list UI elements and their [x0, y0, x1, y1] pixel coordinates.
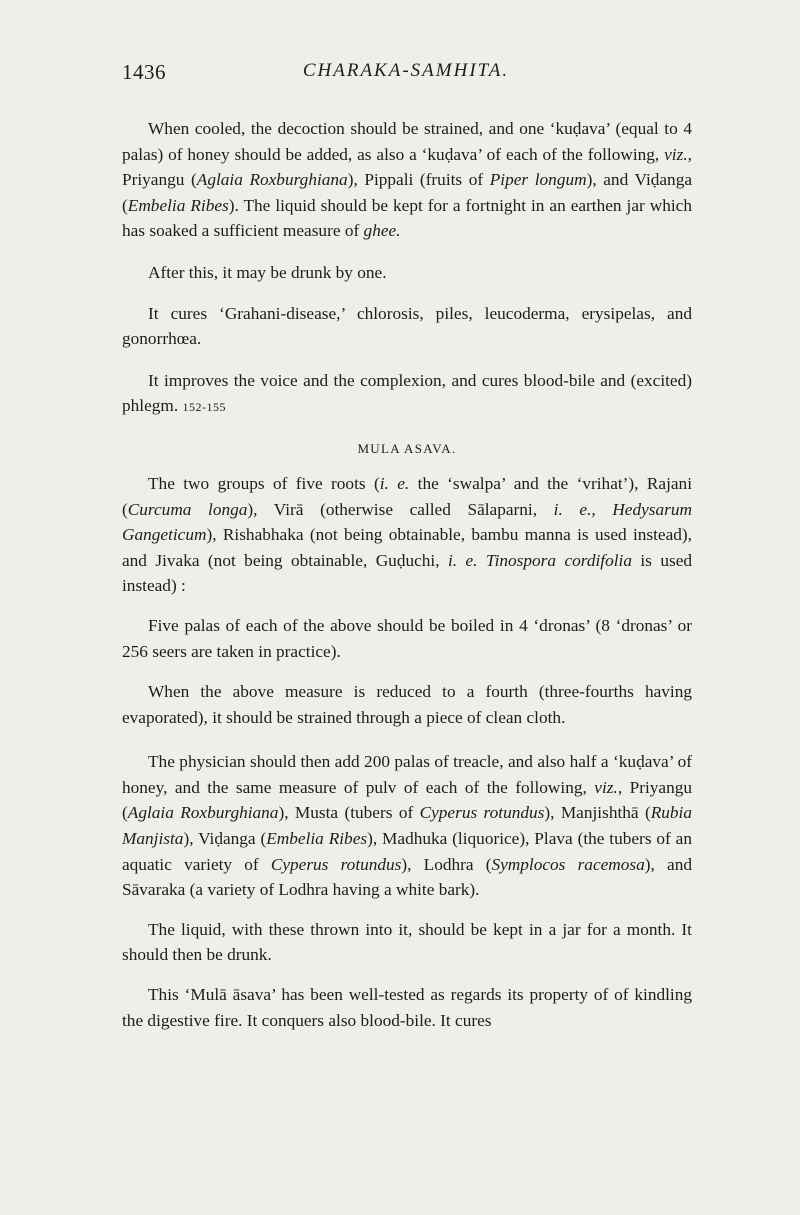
botanical-name: Symplocos racemosa	[491, 854, 645, 874]
botanical-name: Aglaia Roxburghiana	[196, 170, 348, 190]
text-run: ), Pippali (fruits of	[347, 170, 490, 190]
text-run: ), Lodhra (	[401, 854, 492, 874]
italic-run: i. e.	[379, 473, 410, 493]
botanical-name: Curcuma longa	[127, 499, 248, 519]
paragraph-drink: After this, it may be drunk by one.	[148, 262, 387, 282]
botanical-name: Aglaia Roxburghiana	[127, 803, 279, 823]
paragraph-roots	[122, 471, 692, 599]
paragraph-liquid: The liquid, with these thrown into it, should be kept in a jar for a month. It should then be drunk.	[122, 919, 692, 965]
botanical-name: Rubia Manjista	[122, 803, 692, 849]
section-heading: MULA ASAVA.	[357, 440, 457, 456]
paragraph-improves	[122, 368, 692, 421]
text-run: ), Madhuka (liquorice), Plava (the tubers of an aquatic variety of	[122, 829, 692, 874]
text-run: It improves the voice and the complexion, and cures blood-bile and (excited) phlegm.	[122, 370, 692, 416]
text-run: , Priyangu (	[122, 144, 692, 190]
botanical-name: Embelia Ribes	[266, 829, 368, 849]
text-run: is used instead) :	[122, 550, 693, 596]
page-header	[122, 60, 690, 90]
paragraph-boil: Five palas of each of the above should be boiled in 4 ‘dronas’ (8 ‘dronas’ or 256 seers are taken in practice).	[122, 615, 692, 661]
text-run: ), Rishabhaka (not being obtainable, bambu manna is used instead), and Jivaka (not being obtainable, Guḍuchi,	[122, 525, 692, 570]
page-body	[122, 116, 692, 1033]
text-run: ), and Sāvaraka (a variety of Lodhra having a white bark).	[122, 854, 692, 900]
text-run: ), Viḍanga (	[183, 829, 267, 849]
botanical-name: Cyperus rotundus	[270, 854, 402, 874]
italic-run: viz.	[594, 777, 618, 797]
text-run: ), Manjishthā (	[544, 803, 651, 823]
botanical-name: i. e. Tinospora cordifolia	[447, 550, 632, 570]
running-title: CHARAKA-SAMHITA.	[302, 60, 510, 81]
text-run: ), and Viḍanga (	[122, 170, 693, 215]
italic-run: ghee.	[363, 221, 401, 241]
botanical-name: Embelia Ribes	[127, 195, 229, 215]
text-run: the ‘swalpa’ and the ‘vrihat’), Rajani (	[122, 473, 692, 519]
text-run: The two groups of five roots (	[148, 473, 380, 493]
paragraph-decoction	[122, 116, 692, 244]
text-run: , Priyangu (	[122, 777, 692, 823]
botanical-name: Piper longum	[489, 170, 587, 190]
botanical-name: Cyperus rotundus	[419, 803, 545, 823]
page-number: 1436	[122, 60, 166, 84]
botanical-name: i. e., Hedysarum Gangeticum	[122, 499, 692, 545]
text-run: When cooled, the decoction should be strained, and one ‘kuḍava’ (equal to 4 palas) of honey should be added, as also a ‘kuḍava’ of each of the following,	[122, 119, 692, 164]
paragraph-mula-asava: This ‘Mulā āsava’ has been well-tested as regards its property of of kindling the digestive fire. It conquers also blood-bile. It cures	[122, 985, 692, 1030]
paragraph-reduce: When the above measure is reduced to a fourth (three-fourths having evaporated), it should be strained through a piece of clean cloth.	[122, 682, 692, 727]
text-run: ). The liquid should be kept for a fortnight in an earthen jar which has soaked a sufficient measure of	[122, 195, 692, 241]
text-run: ), Virā (otherwise called Sālaparni,	[247, 499, 554, 519]
text-run: The physician should then add 200 palas of treacle, and also half a ‘kuḍava’ of honey, and the same measure of pulv of each of the following,	[122, 752, 692, 797]
paragraph-physician	[122, 749, 692, 903]
text-run: ), Musta (tubers of	[278, 803, 420, 823]
italic-run: viz.	[664, 144, 688, 164]
paragraph-cures: It cures ‘Grahani-disease,’ chlorosis, piles, leucoderma, erysipelas, and gonorrhœa.	[122, 303, 692, 349]
verse-reference: 152-155	[182, 400, 226, 415]
